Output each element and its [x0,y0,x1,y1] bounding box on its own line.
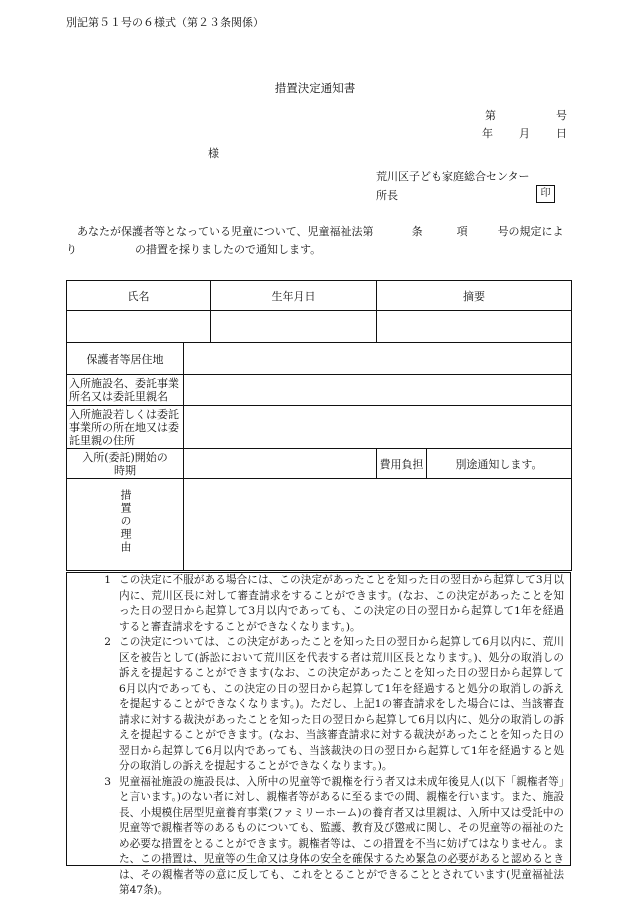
facility-name-label: 入所施設名、委託事業所名又は委託里親名 [67,375,184,406]
header-name: 氏名 [67,281,211,311]
document-title: 措置決定通知書 [274,81,356,95]
addressee-suffix: 様 [208,147,219,160]
reason-label-cell [67,479,184,571]
body-text-2-start: り [66,243,77,256]
reason-value[interactable] [184,479,572,571]
chief-title: 所長 [376,189,398,202]
reason-label: 措置の理由 [119,489,132,554]
cost-value: 別途通知します。 [427,449,572,479]
number-prefix: 第 [485,109,496,122]
guardian-address-label: 保護者等居住地 [67,343,184,375]
note-item [67,775,564,899]
facility-name-value[interactable] [184,375,572,406]
note-number: 2 [104,636,111,648]
body-item: 号の規定によ [497,225,564,238]
note-text: 児童福祉施設の施設長は、入所中の児童等で親権を行う者又は未成年後見人(以下「親権者等」と言います。)のない者に対し、親権者等があるに至るまでの間、親権を行います。また、施設長、小規模住居型児童養育事業(ファミリーホーム)の養育者又は里親は、入所中又は受託中の児童等で親権者等のあるものについても、監護、教育及び懲戒に関し、その児童等の福祉のため必要な措置をとることができます。親権者等は、この措置を不当に妨げてはなりません。また、この措置は、児童等の生命又は身体の安全を確保するため緊急の必要があると認めるときは、その親権者等の意に反しても、これをとることができることとされています(児童福祉法第47条)。 [119,775,564,896]
note-number: 3 [104,775,111,788]
summary-value-cell[interactable] [377,311,572,343]
body-text-2-end: の措置を採りましたので通知します。 [135,243,322,256]
cost-label: 費用負担 [377,449,427,479]
date-year: 年 [482,127,493,140]
notes-section [66,572,571,896]
number-suffix: 号 [556,109,567,122]
birthdate-value-cell[interactable] [211,311,377,343]
note-number: 1 [104,574,111,586]
note-item [67,573,564,635]
header-summary: 摘要 [377,281,572,311]
seal-mark: 印 [536,185,555,203]
body-article: 条 [411,225,423,238]
header-birthdate: 生年月日 [211,281,377,311]
facility-address-value[interactable] [184,406,572,449]
body-clause: 項 [456,225,468,238]
start-time-label: 入所(委託)開始の時期 [67,449,184,479]
guardian-address-value[interactable] [184,343,572,375]
notice-body [66,223,570,259]
note-text: この決定に不服がある場合には、この決定があったことを知った日の翌日から起算して3月以内に、荒川区長に対して審査請求をすることができます。(なお、この決定があったことを知った日の翌日から起算して3月以内であっても、この決定の日の翌日から起算して1年を経過すると審査請求をすることができなくなります。)。 [119,574,564,633]
note-text: この決定については、この決定があったことを知った日の翌日から起算して6月以内に、荒川区を被告として(訴訟において荒川区を代表する者は荒川区長となります。)、処分の取消しの訴えを提起することができます(なお、この決定があったことを知った日の翌日から起算して6月以内であっても、この決定の日の翌日から起算して1年を経過すると処分の取消しの訴えを提起することができなくなります。)。ただし、上記1の審査請求をした場合には、当該審査請求に対する裁決があったことを知った日の翌日から起算して6月以内に、処分の取消しの訴えを提起することができます。(なお、当該審査請求に対する裁決があったことを知った日の翌日から起算して6月以内であっても、当該裁決の日の翌日から起算して1年を経過すると処分の取消しの訴えを提起することができなくなります。)。 [119,636,564,772]
start-time-value[interactable] [184,449,377,479]
measure-table [66,280,572,571]
organization-name: 荒川区子ども家庭総合センター [376,170,530,183]
form-id: 別記第５１号の６様式（第２３条関係） [66,16,264,29]
note-item [67,635,564,775]
date-month: 月 [519,127,530,140]
date-day: 日 [556,127,567,140]
name-value-cell[interactable] [67,311,211,343]
body-text-1: あなたが保護者等となっている児童について、児童福祉法第 [77,225,374,238]
facility-address-label: 入所施設若しくは委託事業所の所在地又は委託里親の住所 [67,406,184,449]
